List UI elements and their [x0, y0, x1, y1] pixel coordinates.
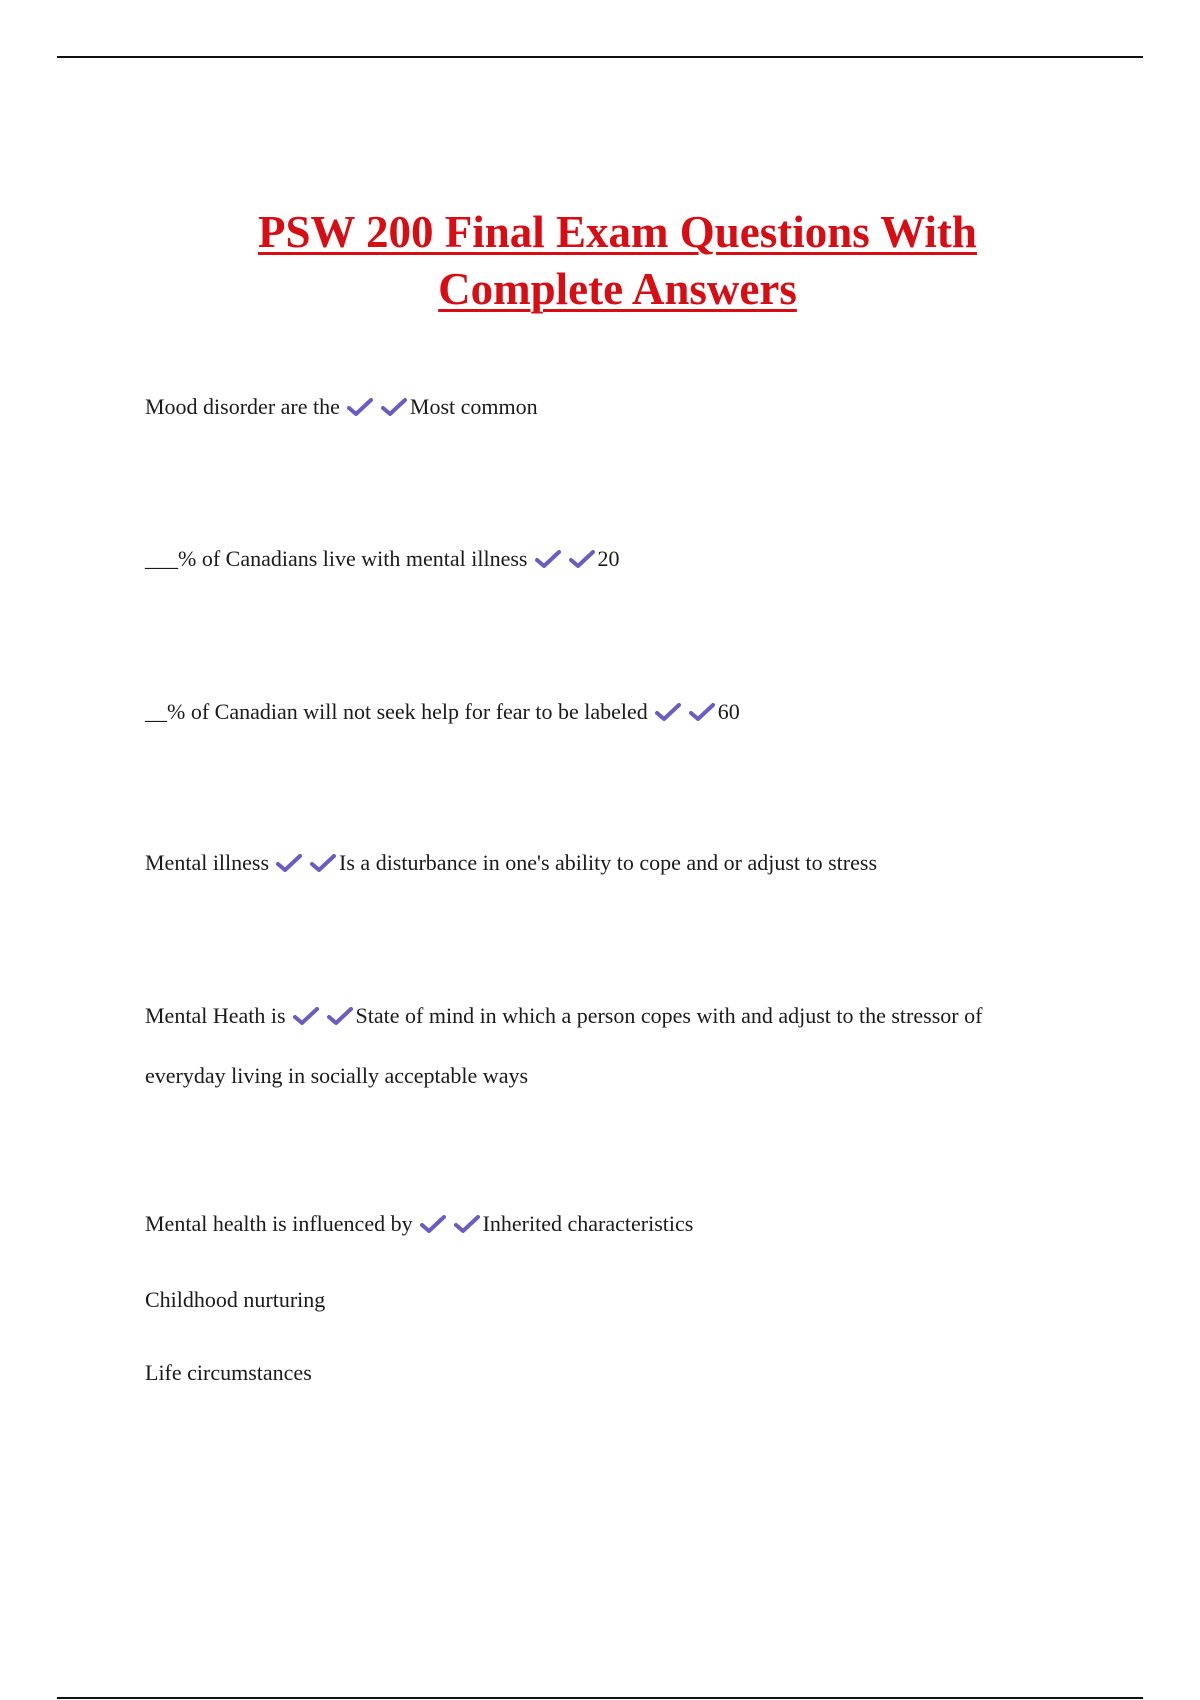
- checkmark-icon: [310, 853, 336, 873]
- checkmark-icon: [454, 1214, 480, 1234]
- checkmark-icon: [569, 549, 595, 569]
- question-text: Mental illness: [145, 850, 270, 875]
- qa-item: [145, 545, 1125, 573]
- header-rule: [57, 56, 1143, 58]
- answer-text: Most common: [409, 394, 538, 419]
- checkmark-icon: [535, 549, 561, 569]
- answer-text: 20: [597, 546, 620, 571]
- question-text: __% of Canadian will not seek help for fear to be labeled: [145, 699, 648, 724]
- qa-item: [145, 698, 1125, 726]
- answer-text: 60: [717, 699, 740, 724]
- footer-rule: [57, 1697, 1143, 1699]
- question-text: Mental health is influenced by: [145, 1211, 413, 1236]
- answer-continuation: everyday living in socially acceptable ways: [145, 1063, 529, 1088]
- checkmark-icon: [381, 397, 407, 417]
- checkmark-icon: [655, 702, 681, 722]
- qa-item: [145, 393, 1125, 421]
- question-text: Mood disorder are the: [145, 394, 340, 419]
- title-line-1: PSW 200 Final Exam Questions With: [258, 207, 977, 257]
- answer-text: Inherited characteristics: [482, 1211, 694, 1236]
- answer-text: State of mind in which a person copes with and adjust to the stressor of: [355, 1003, 983, 1028]
- checkmark-icon: [293, 1006, 319, 1026]
- qa-item: [145, 1210, 1125, 1238]
- answer-extra-line: Life circumstances: [145, 1360, 312, 1385]
- checkmark-icon: [327, 1006, 353, 1026]
- checkmark-icon: [420, 1214, 446, 1234]
- qa-item: [145, 1002, 1125, 1030]
- title-line-2: Complete Answers: [438, 264, 797, 314]
- checkmark-icon: [347, 397, 373, 417]
- question-text: Mental Heath is: [145, 1003, 286, 1028]
- checkmark-icon: [276, 853, 302, 873]
- answer-text: Is a disturbance in one's ability to cope and or adjust to stress: [339, 850, 878, 875]
- checkmark-icon: [689, 702, 715, 722]
- page-title: [0, 204, 1200, 318]
- answer-extra-line: Childhood nurturing: [145, 1287, 326, 1312]
- qa-item: [145, 849, 1125, 877]
- question-text: ___% of Canadians live with mental illness: [145, 546, 528, 571]
